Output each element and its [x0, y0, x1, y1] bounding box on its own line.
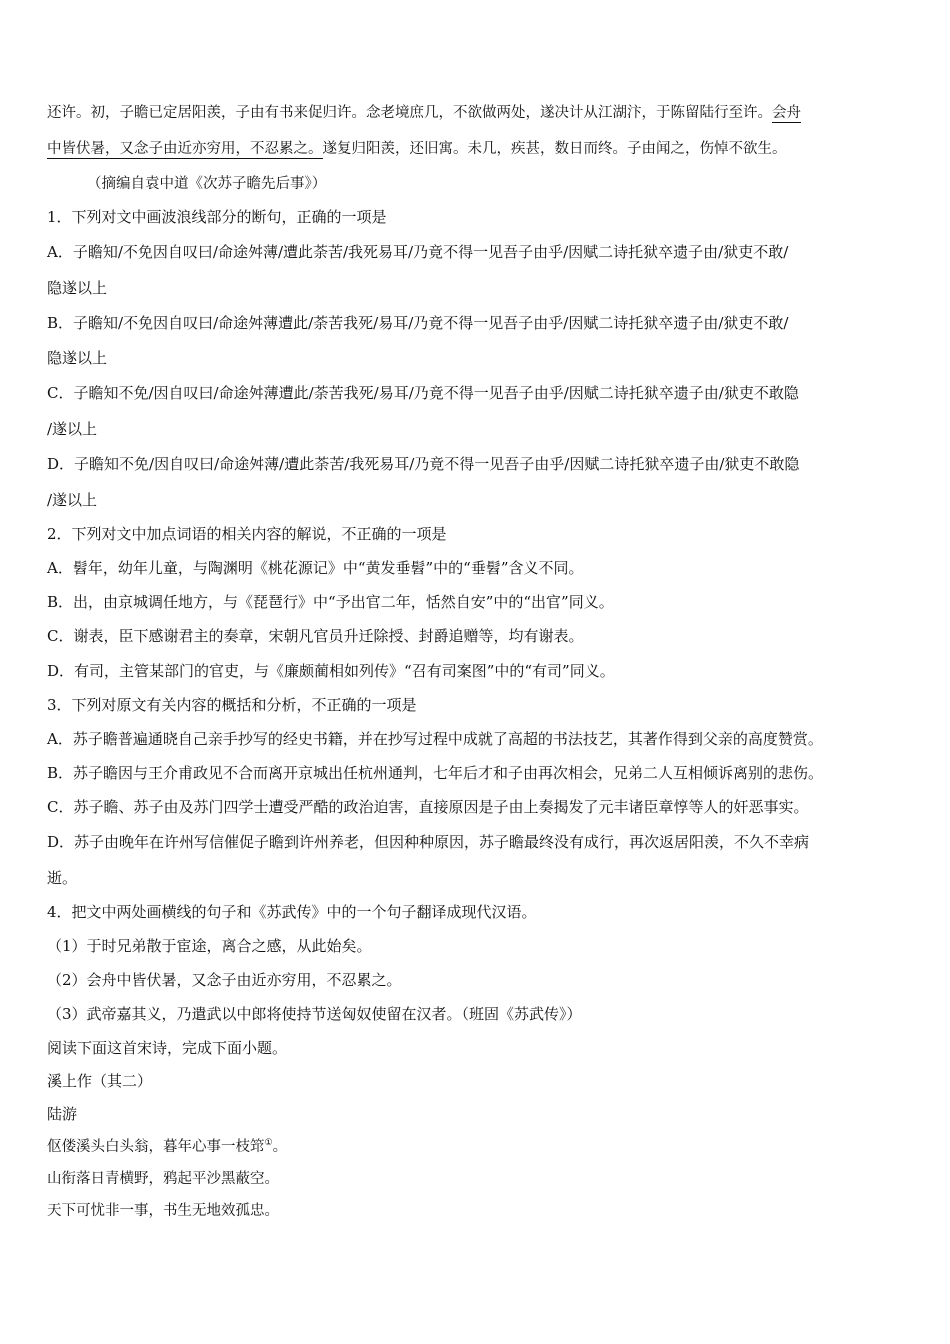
- poem-line-end: 。: [272, 1139, 288, 1155]
- underlined-sentence: 会舟: [772, 105, 801, 121]
- question-1-option-b-cont: 隐遂以上: [47, 349, 108, 367]
- question-2-option-c: C．谢表，臣下感谢君主的奏章，宋朝凡官员升迁除授、封爵追赠等，均有谢表。: [47, 627, 584, 645]
- question-1-option-d-cont: /遂以上: [47, 491, 98, 509]
- poem-line-2: 山衔落日青横野，鸦起平沙黑蔽空。: [47, 1171, 279, 1187]
- footnote-marker: ①: [264, 1138, 273, 1149]
- question-1-option-b: B．子瞻知/不免因自叹曰/命途舛薄遭此/荼苦我死/易耳/乃竟不得一见吾子由乎/因赋二诗托狱卒遗子由/狱吏不敢/: [47, 314, 789, 332]
- question-4-stem: 4．把文中两处画横线的句子和《苏武传》中的一个句子翻译成现代汉语。: [47, 903, 537, 921]
- question-1-option-a: A．子瞻知/不免因自叹曰/命途舛薄/遭此荼苦/我死易耳/乃竟不得一见吾子由乎/因赋二诗托狱卒遗子由/狱吏不敢/: [47, 243, 789, 261]
- passage-text: 还许。初，子瞻已定居阳羡，子由有书来促归许。念老境庶几，不欲做两处，遂决计从江湖汴，于陈留陆行至许。: [47, 105, 772, 121]
- question-1-option-c: C．子瞻知不免/因自叹曰/命途舛薄遭此/荼苦我死/易耳/乃竟不得一见吾子由乎/因赋二诗托狱卒遗子由/狱吏不敢隐: [47, 384, 799, 402]
- question-4-sentence-1: （1）于时兄弟散于宦途，离合之感，从此始矣。: [47, 937, 372, 955]
- poem-line-1: [47, 1137, 287, 1157]
- underlined-sentence: 中皆伏暑，又念子由近亦穷用，不忍累之。: [47, 141, 323, 157]
- question-3-option-d: D．苏子由晚年在许州写信催促子瞻到许州养老，但因种种原因，苏子瞻最终没有成行，再次返居阳羡，不久不幸病: [47, 833, 810, 851]
- question-3-option-a: A．苏子瞻普遍通晓自己亲手抄写的经史书籍，并在抄写过程中成就了高超的书法技艺，其著作得到父亲的高度赞赏。: [47, 730, 823, 748]
- passage-line-1: [47, 103, 801, 123]
- question-4-sentence-2: （2）会舟中皆伏暑，又念子由近亦穷用，不忍累之。: [47, 971, 402, 989]
- passage-line-2: [47, 139, 787, 159]
- question-3-option-b: B．苏子瞻因与王介甫政见不合而离开京城出任杭州通判，七年后才和子由再次相会，兄弟二人互相倾诉离别的悲伤。: [47, 764, 824, 782]
- question-2-option-b: B．出，由京城调任地方，与《琵琶行》中“予出官二年，恬然自安”中的“出官”同义。: [47, 593, 614, 611]
- question-1-option-d: D．子瞻知不免/因自叹曰/命途舛薄/遭此荼苦/我死易耳/乃竟不得一见吾子由乎/因赋二诗托狱卒遗子由/狱吏不敢隐: [47, 455, 800, 473]
- question-3-option-c: C．苏子瞻、苏子由及苏门四学士遭受严酷的政治迫害，直接原因是子由上奏揭发了元丰诸臣章惇等人的奸恶事实。: [47, 798, 809, 816]
- poem-author: 陆游: [47, 1105, 78, 1123]
- passage-text: 遂复归阳羡，还旧寓。未几，疾甚，数日而终。子由闻之，伤悼不欲生。: [322, 141, 787, 157]
- poem-line-3: 天下可忧非一事，书生无地效孤忠。: [47, 1203, 279, 1219]
- poem-line-text: 伛偻溪头白头翁，暮年心事一枝筇: [47, 1139, 265, 1155]
- poem-intro: 阅读下面这首宋诗，完成下面小题。: [47, 1039, 288, 1057]
- question-3-stem: 3．下列对原文有关内容的概括和分析，不正确的一项是: [47, 696, 417, 714]
- question-1-stem: 1．下列对文中画波浪线部分的断句，正确的一项是: [47, 208, 387, 226]
- poem-title: 溪上作（其二）: [47, 1072, 153, 1090]
- question-3-option-d-cont: 逝。: [47, 869, 78, 887]
- question-1-option-a-cont: 隐遂以上: [47, 279, 108, 297]
- question-4-sentence-3: （3）武帝嘉其义，乃遣武以中郎将使持节送匈奴使留在汉者。（班固《苏武传》）: [47, 1005, 582, 1023]
- question-2-stem: 2．下列对文中加点词语的相关内容的解说，不正确的一项是: [47, 525, 447, 543]
- question-1-option-c-cont: /遂以上: [47, 420, 98, 438]
- question-2-option-a: A．髫年，幼年儿童，与陶渊明《桃花源记》中“黄发垂髫”中的“垂髫”含义不同。: [47, 559, 584, 577]
- question-2-option-d: D．有司，主管某部门的官吏，与《廉颇蔺相如列传》“召有司案图”中的“有司”同义。: [47, 662, 615, 680]
- passage-source: （摘编自袁中道《次苏子瞻先后事》）: [87, 176, 327, 192]
